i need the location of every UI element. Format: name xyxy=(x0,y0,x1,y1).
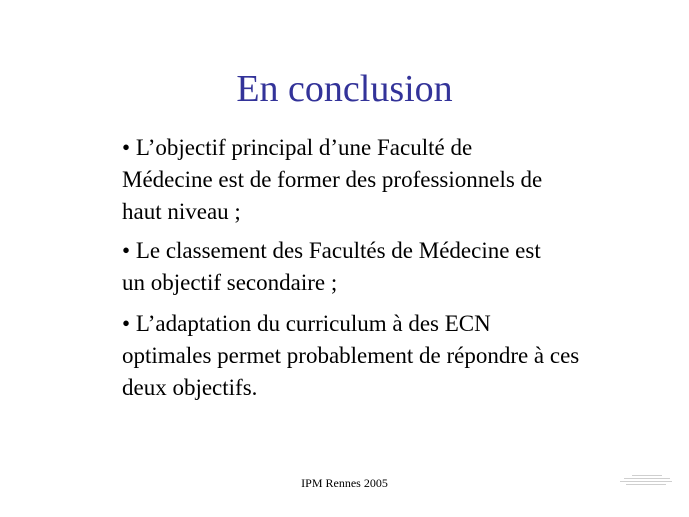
slide-footer: IPM Rennes 2005 xyxy=(301,476,388,490)
bullet-text-line: L’adaptation du curriculum à des ECN xyxy=(135,311,491,336)
watermark-stamp xyxy=(620,474,672,488)
bullet-text-line: deux objectifs. xyxy=(122,375,258,400)
bullet-text-line: haut niveau ; xyxy=(122,199,241,224)
bullet-text-line: Le classement des Facultés de Médecine est xyxy=(135,238,541,263)
bullet-item xyxy=(122,132,667,228)
bullet-list xyxy=(122,132,667,411)
bullet-dot-icon: • xyxy=(122,311,131,336)
bullet-dot-icon: • xyxy=(122,135,131,160)
bullet-text-line: Médecine est de former des professionnels de xyxy=(122,167,543,192)
bullet-dot-icon: • xyxy=(122,238,131,263)
bullet-item xyxy=(122,308,667,404)
slide-title: En conclusion xyxy=(236,68,453,110)
bullet-text-line: L’objectif principal d’une Faculté de xyxy=(135,135,473,160)
bullet-text-line: un objectif secondaire ; xyxy=(122,270,338,295)
bullet-item xyxy=(122,235,667,299)
bullet-text-line: optimales permet probablement de répondre à ces xyxy=(122,343,580,368)
